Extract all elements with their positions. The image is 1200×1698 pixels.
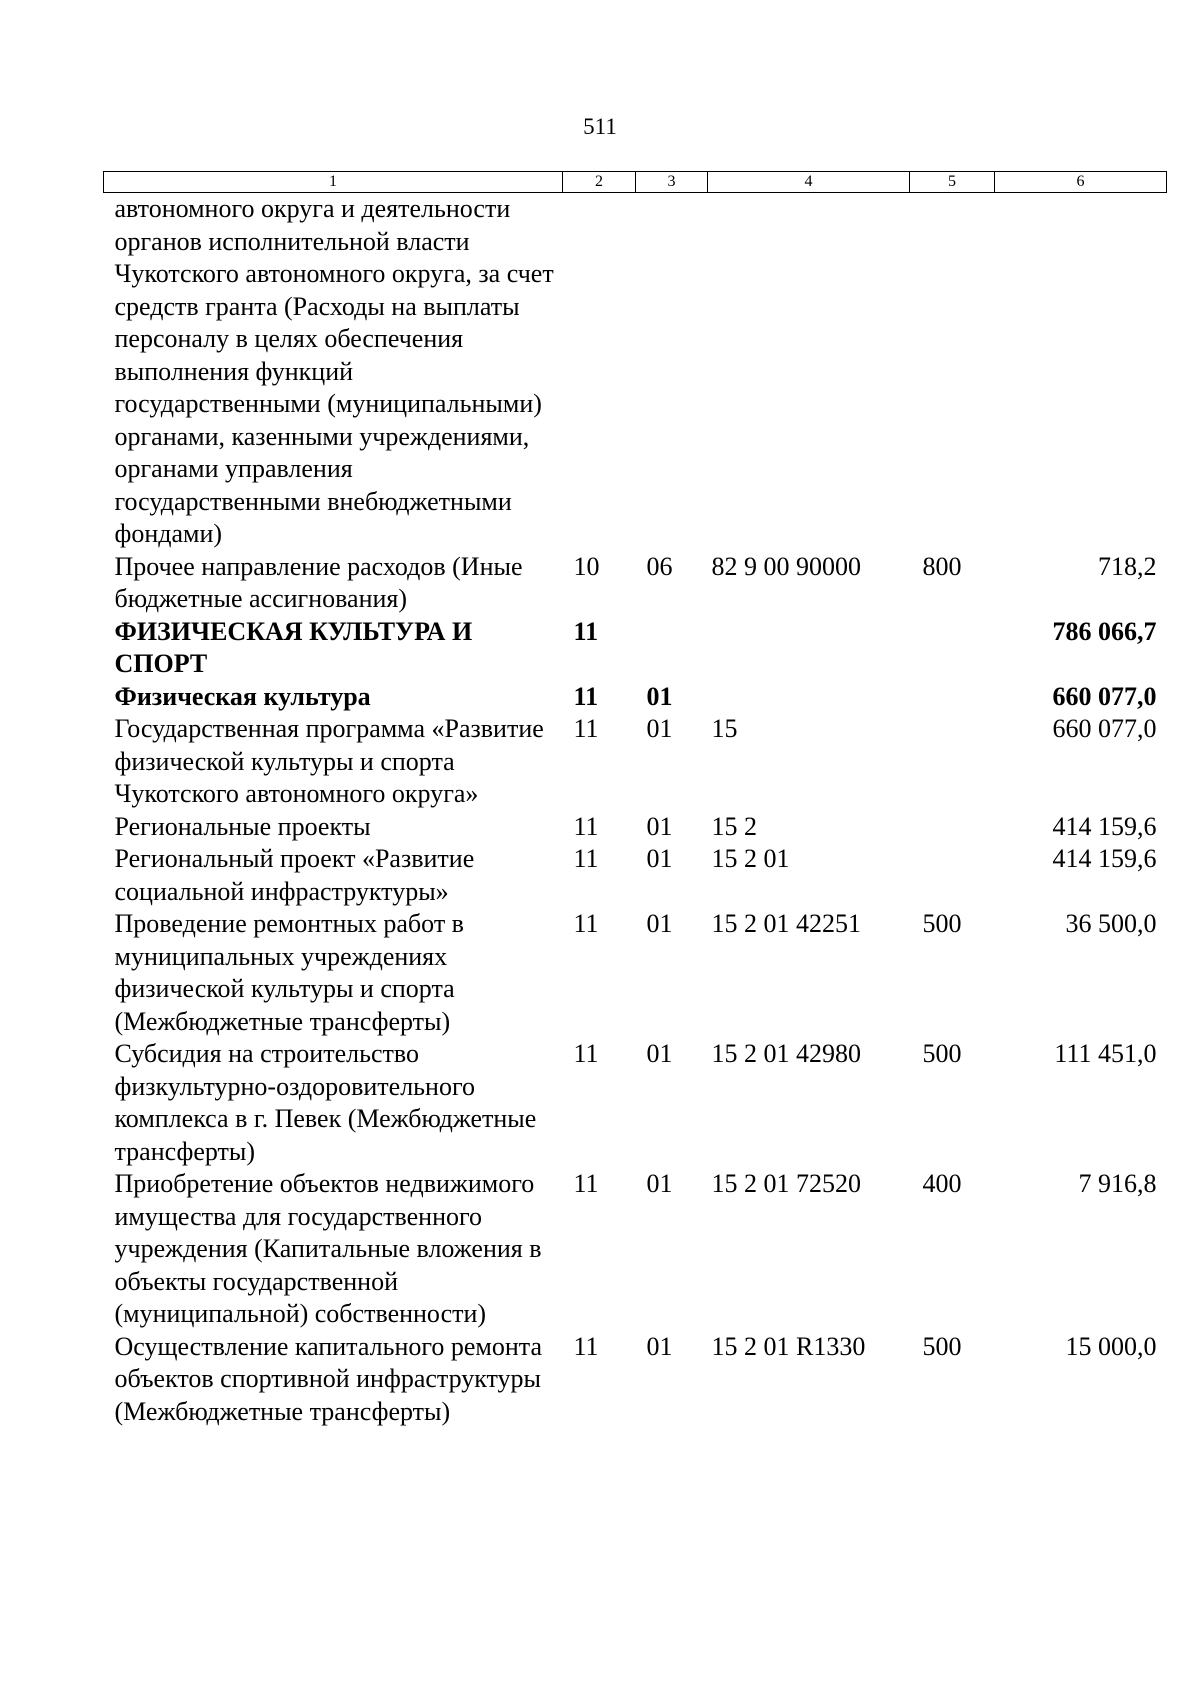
- row-amount: 7 916,8: [1078, 1169, 1157, 1198]
- column-header-target: 4: [708, 172, 910, 193]
- table-body: [104, 193, 1167, 1429]
- row-section: 11: [573, 714, 599, 743]
- table-row: [104, 713, 1167, 811]
- row-subsection: 01: [646, 844, 673, 873]
- row-name: Приобретение объектов недвижимого имущества для государственного учреждения (Капитальные вложения в объекты государственной (муниципальной) собственности): [114, 1169, 542, 1328]
- row-section: 11: [573, 1331, 599, 1361]
- row-amount: 718,2: [1098, 551, 1157, 581]
- row-section: 11: [573, 1169, 599, 1198]
- row-target-code: 15 2 01 42251: [711, 909, 861, 938]
- row-section: 11: [573, 844, 599, 873]
- row-amount: 414 159,6: [1052, 844, 1157, 873]
- row-name: Физическая культура: [114, 681, 371, 711]
- table-row: [104, 1038, 1167, 1168]
- column-header-section: 2: [563, 172, 636, 193]
- page-number: 511: [583, 114, 617, 139]
- row-section: 11: [573, 681, 599, 711]
- row-expense-type: [910, 193, 995, 551]
- column-header-type: 5: [910, 172, 995, 193]
- column-header-amount: 6: [995, 172, 1167, 193]
- row-target-code: [708, 193, 910, 551]
- row-amount: [995, 193, 1167, 551]
- row-subsection: 01: [646, 909, 673, 938]
- row-target-code: [708, 616, 910, 681]
- column-header-subsection: 3: [636, 172, 708, 193]
- row-target-code: 15 2 01 72520: [711, 1169, 861, 1198]
- table-row: [104, 681, 1167, 714]
- table-header: [104, 172, 1167, 193]
- row-expense-type: [910, 681, 995, 714]
- row-expense-type: 500: [922, 909, 962, 938]
- row-target-code: 15 2: [711, 811, 757, 841]
- row-subsection: 01: [646, 811, 673, 841]
- row-section: 11: [573, 616, 599, 646]
- row-name: Региональный проект «Развитие социальной инфраструктуры»: [114, 844, 475, 906]
- row-amount: 15 000,0: [1065, 1331, 1157, 1361]
- row-target-code: 82 9 00 90000: [711, 551, 861, 581]
- row-expense-type: [910, 713, 995, 811]
- table-row: [104, 843, 1167, 908]
- row-amount: 660 077,0: [1052, 681, 1157, 711]
- table-row: [104, 908, 1167, 1038]
- row-amount: 111 451,0: [1054, 1039, 1157, 1068]
- row-name: автономного округа и деятельности органов исполнительной власти Чукотского автономного округа, за счет средств гранта (Расходы на выплаты персоналу в целях обеспечения выполнения функций государственными (муниципальными) органами, казенными учреждениями, органами управления государственными внебюджетными фондами): [114, 194, 554, 548]
- row-target-code: 15 2 01: [711, 844, 790, 873]
- table-row: [104, 193, 1167, 551]
- row-subsection: 01: [646, 1039, 673, 1068]
- table-row: [104, 1168, 1167, 1331]
- row-name: Региональные проекты: [114, 811, 371, 841]
- row-name: Государственная программа «Развитие физической культуры и спорта Чукотского автономного округа»: [114, 714, 544, 808]
- table-row: [104, 811, 1167, 844]
- column-header-name: 1: [104, 172, 563, 193]
- row-amount: 414 159,6: [1052, 811, 1157, 841]
- row-amount: 786 066,7: [1052, 616, 1157, 646]
- row-expense-type: 500: [922, 1331, 962, 1361]
- row-section: 11: [573, 909, 599, 938]
- budget-table: [103, 171, 1167, 1428]
- row-section: [563, 193, 636, 551]
- row-target-code: 15 2 01 R1330: [711, 1331, 866, 1361]
- row-section: 11: [573, 811, 599, 841]
- row-target-code: 15 2 01 42980: [711, 1039, 861, 1068]
- row-expense-type: 400: [922, 1169, 962, 1198]
- row-expense-type: [910, 811, 995, 844]
- row-subsection: 01: [646, 681, 673, 711]
- table-row: [104, 551, 1167, 616]
- row-subsection: 06: [646, 551, 673, 581]
- row-target-code: 15: [711, 714, 738, 743]
- table-row: [104, 1331, 1167, 1429]
- row-target-code: [708, 681, 910, 714]
- row-name: ФИЗИЧЕСКАЯ КУЛЬТУРА И СПОРТ: [114, 616, 473, 678]
- row-section: 11: [573, 1039, 599, 1068]
- table-row: [104, 616, 1167, 681]
- row-name: Осуществление капитального ремонта объектов спортивной инфраструктуры (Межбюджетные трансферты): [114, 1331, 543, 1426]
- row-expense-type: [910, 616, 995, 681]
- row-expense-type: 500: [922, 1039, 962, 1068]
- row-amount: 36 500,0: [1065, 909, 1157, 938]
- row-expense-type: 800: [922, 551, 962, 581]
- row-expense-type: [910, 843, 995, 908]
- row-subsection: 01: [646, 1169, 673, 1198]
- row-section: 10: [573, 551, 600, 581]
- row-subsection: [636, 193, 708, 551]
- row-subsection: 01: [646, 714, 673, 743]
- row-name: Прочее направление расходов (Иные бюджетные ассигнования): [114, 551, 523, 613]
- row-subsection: 01: [646, 1331, 673, 1361]
- row-name: Проведение ремонтных работ в муниципальных учреждениях физической культуры и спорта (Межбюджетные трансферты): [114, 909, 464, 1036]
- row-amount: 660 077,0: [1052, 714, 1157, 743]
- header-row: [104, 172, 1167, 193]
- row-subsection: [636, 616, 708, 681]
- row-name: Субсидия на строительство физкультурно-оздоровительного комплекса в г. Певек (Межбюджетные трансферты): [114, 1039, 537, 1166]
